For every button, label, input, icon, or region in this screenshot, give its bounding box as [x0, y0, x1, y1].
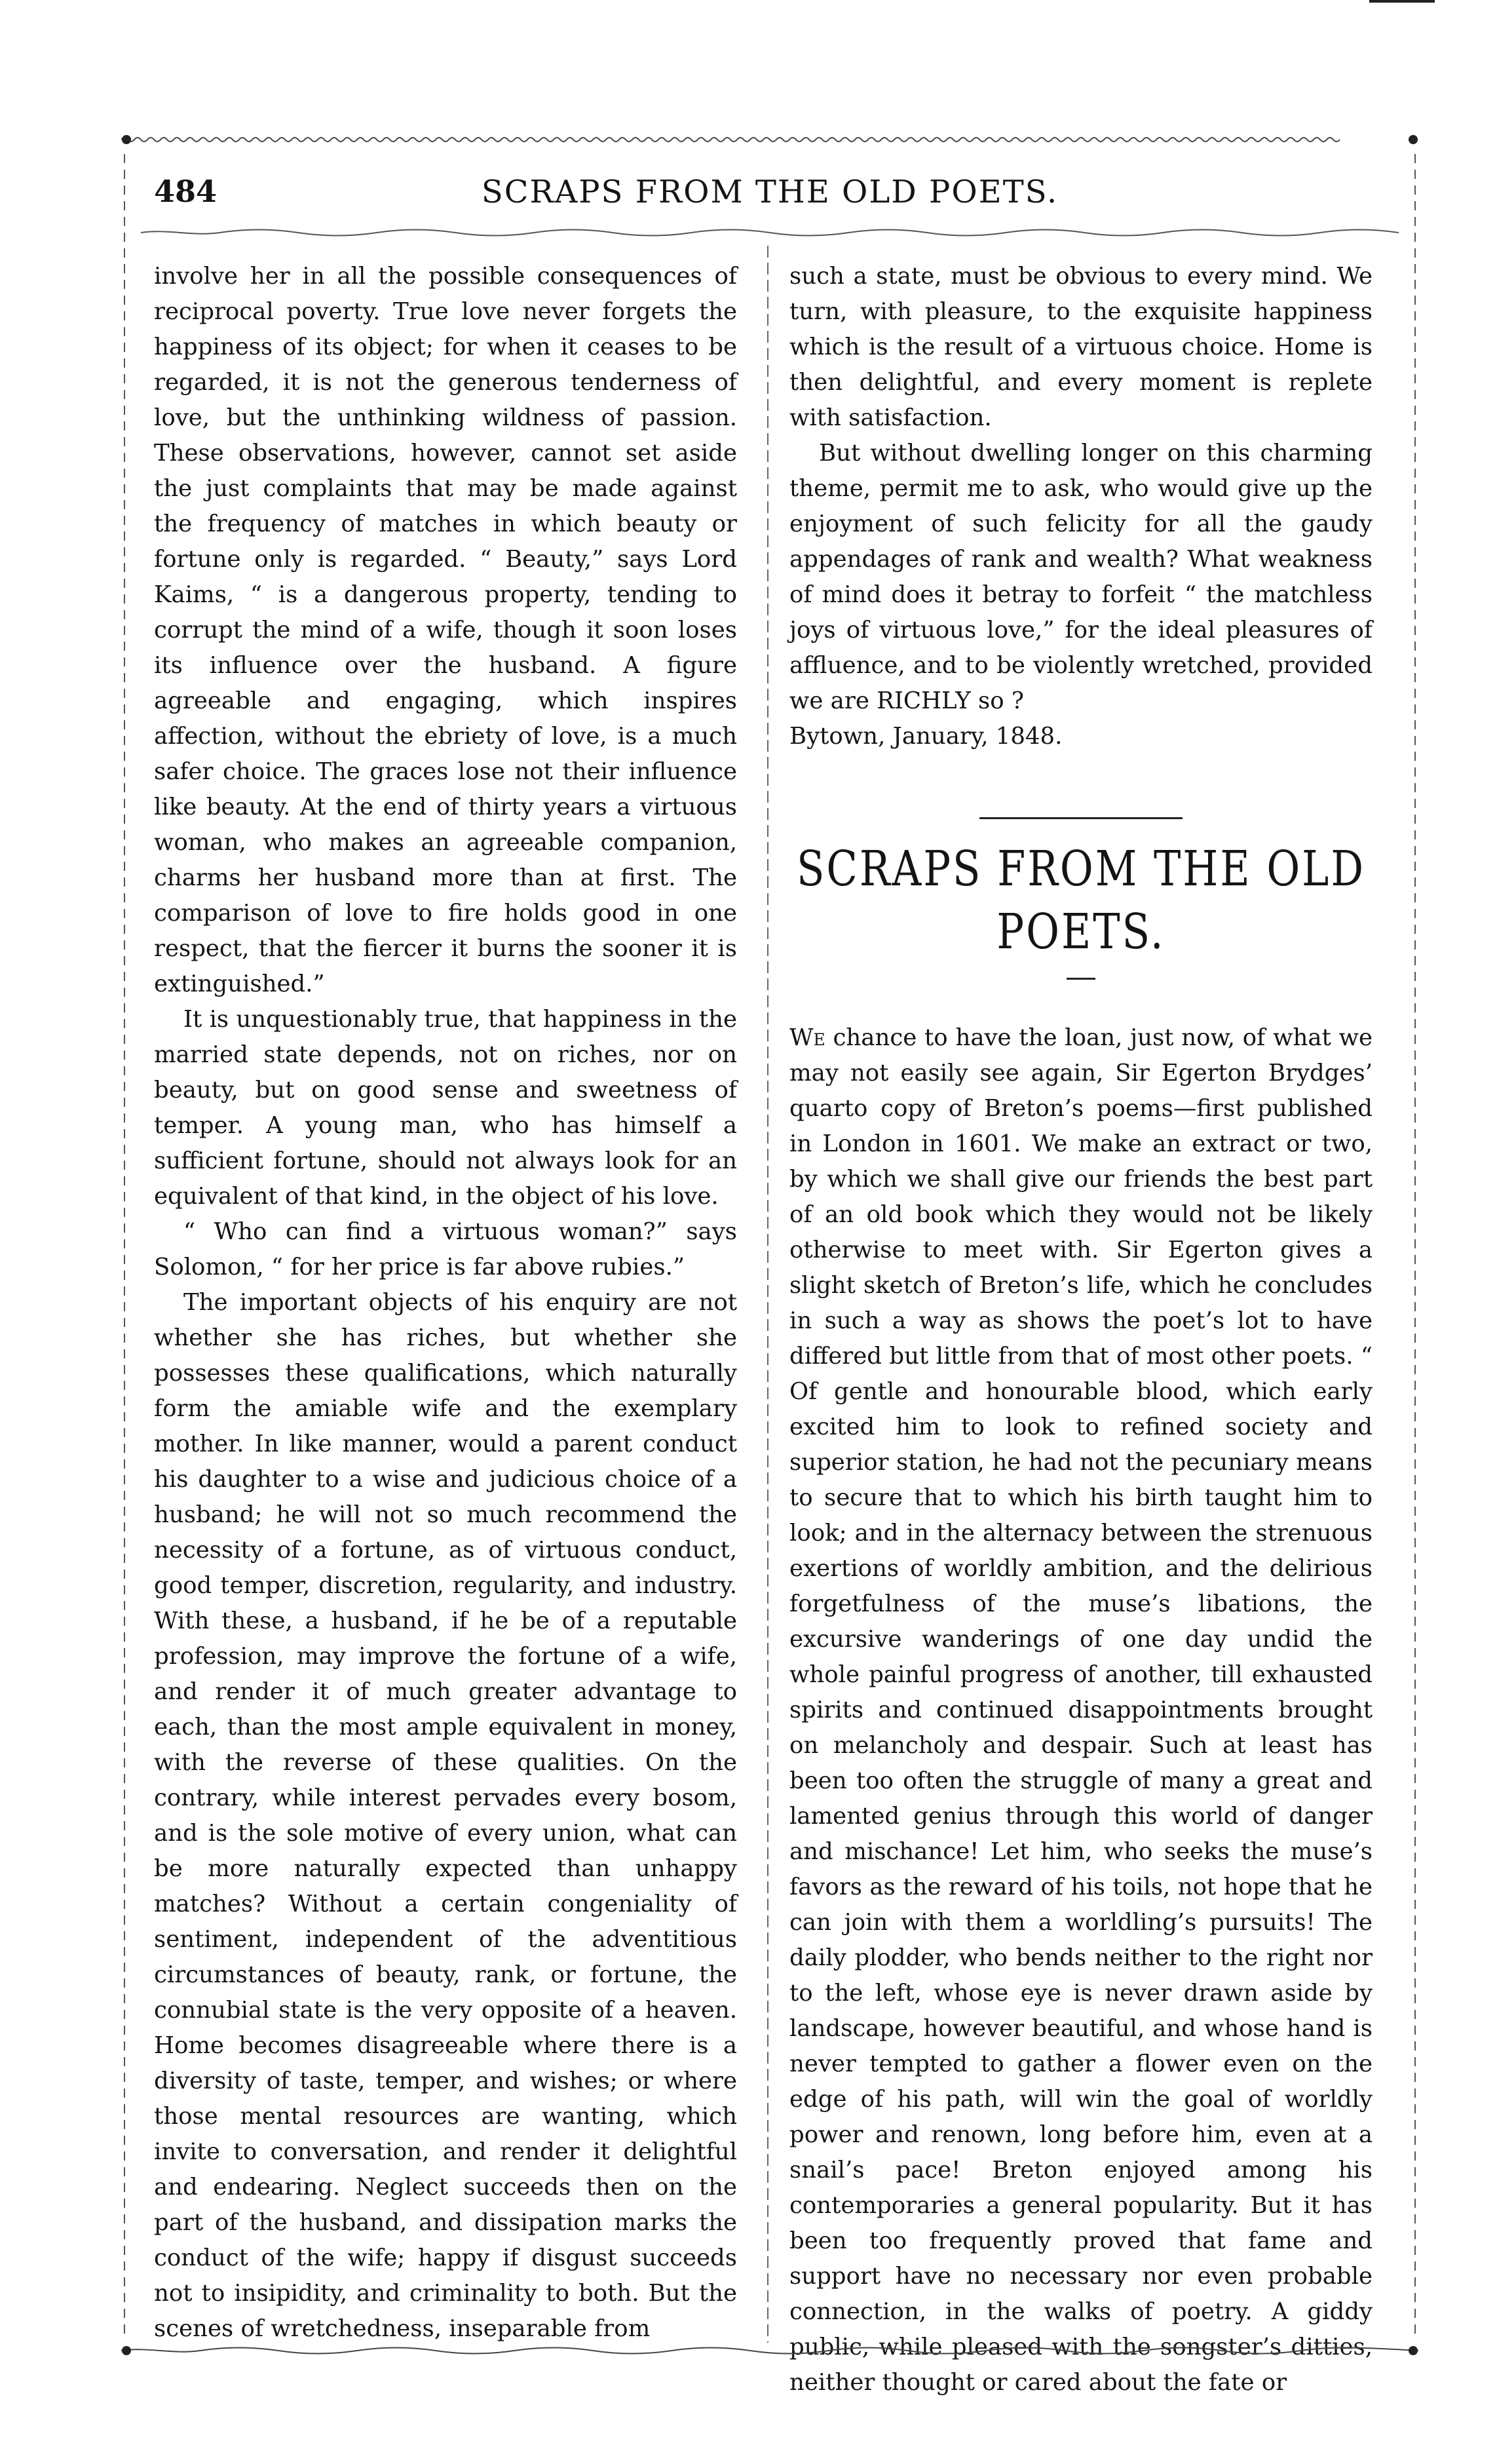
article-title: SCRAPS FROM THE OLD POETS. — [796, 839, 1366, 961]
running-head — [154, 174, 1386, 226]
section-separator — [979, 817, 1183, 819]
dateline: Bytown, January, 1848. — [789, 723, 1063, 750]
closing-punctuation: so ? — [970, 687, 1024, 714]
top-ornamental-border — [121, 128, 1418, 151]
bottom-ornamental-border — [121, 2339, 1418, 2362]
header-wavy-rule — [141, 226, 1399, 239]
left-column — [154, 259, 737, 2347]
paragraph: It is unquestionably true, that happiness in the married state depends, not on riches, nor on beauty, but on good sense and sweetness of temper. A young man, who has himself a sufficient fortune, should not always look for an equivalent of that kind, in the object of his love. — [154, 1006, 737, 1210]
richly-word: RICHLY — [877, 687, 971, 714]
page-frame — [121, 128, 1418, 2396]
right-ornamental-border — [1412, 154, 1418, 2336]
opening-word: We — [789, 1024, 825, 1051]
top-edge-rule — [1369, 0, 1435, 3]
right-column — [789, 259, 1373, 2400]
left-ornamental-border — [121, 154, 128, 2336]
paragraph: The important objects of his enquiry are not whether she has riches, but whether she possesses these qualifications, which naturally form the amiable wife and the exemplary mother. In like manner, would a parent conduct his daughter to a wise and judicious choice of a husband; he will not so much recommend the necessity of a fortune, as of virtuous conduct, good temper, discretion, regularity, and industry. With these, a husband, if he be of a reputable profession, may improve the fortune of a wife, and render it of much greater advantage to each, than the most ample equivalent in money, with the reverse of these qualities. On the contrary, while interest pervades every bosom, and is the sole motive of every union, what can be more naturally expected than unhappy matches? Without a certain congeniality of sentiment, independent of the adventitious circumstances of beauty, rank, or fortune, the connubial state is the very opposite of a heaven. Home becomes disagreeable where there is a diversity of taste, temper, and wishes; or where those mental resources are wanting, which invite to conversation, and render it delightful and endearing. Neglect succeeds then on the part of the husband, and dissipation marks the conduct of the wife; happy if disgust succeeds not to insipidity, and criminality to both. But the scenes of wretchedness, inseparable from — [154, 1289, 737, 2342]
column-divider — [763, 246, 772, 2343]
running-title: SCRAPS FROM THE OLD POETS. — [481, 174, 1059, 210]
paragraph: involve her in all the possible consequences of reciprocal poverty. True love never forgets the happiness of its object; for when it ceases to be regarded, it is not the generous tenderness of love, but the unthinking wildness of passion. These observations, however, cannot set aside the just complaints that may be made against the frequency of matches in which beauty or fortune only is regarded. “ Beauty,” says Lord Kaims, “ is a dangerous property, tending to corrupt the mind of a wife, though it soon loses its influence over the husband. A figure agreeable and engaging, which inspires affection, without the ebriety of love, is a much safer choice. The graces lose not their influence like beauty. At the end of thirty years a virtuous woman, who makes an agreeable companion, charms her husband more than at first. The comparison of love to fire holds good in one respect, that the fiercer it burns the sooner it is extinguished.” — [154, 263, 737, 997]
article-paragraph — [789, 1020, 1373, 2400]
paragraph: “ Who can find a virtuous woman?” says Solomon, “ for her price is far above rubies.” — [154, 1218, 737, 1280]
paragraph-text: But without dwelling longer on this charming theme, permit me to ask, who would give up the enjoyment of such felicity for all the gaudy appendages of rank and wealth? What weakness of mind does it betray to forfeit “ the matchless joys of virtuous love,” for the ideal pleasures of affluence, and to be violently wretched, provided we are — [789, 440, 1373, 714]
page-number: 484 — [154, 174, 218, 209]
article-text: chance to have the loan, just now, of what we may not easily see again, Sir Egerton Brydges’ quarto copy of Breton’s poems—first published in London in 1601. We make an extract or two, by which we shall give our friends the best part of an old book which they would not be likely otherwise to meet with. Sir Egerton gives a slight sketch of Breton’s life, which he concludes in such a way as shows the poet’s lot to have differed but little from that of most other poets. “ Of gentle and honourable blood, which early excited him to look to refined society and superior station, he had not the pecuniary means to secure that to which his birth taught him to look; and in the alternacy between the strenuous exertions of worldly ambition, and the delirious forgetfulness of the muse’s libations, the excursive wanderings of one day undid the whole painful progress of another, till exhausted spirits and continued disappointments brought on melancholy and despair. Such at least has been too often the struggle of many a great and lamented genius through this world of danger and mischance! Let him, who seeks the muse’s favors as the reward of his toils, not hope that he can join with them a worldling’s pursuits! The daily plodder, who bends neither to the right nor to the left, whose eye is never drawn aside by landscape, however beautiful, and whose hand is never tempted to gather a flower even on the edge of his path, will win the goal of worldly power and renown, long before him, even at a snail’s pace! Breton enjoyed among his contemporaries a general popularity. But it has been too frequently proved that fame and support have no necessary nor even probable connection, in the walks of poetry. A giddy public, while pleased with the songster’s ditties, neither thought or cared about the fate or — [789, 1024, 1373, 2396]
paragraph: such a state, must be obvious to every mind. We turn, with pleasure, to the exquisite happiness which is the result of a virtuous choice. Home is then delightful, and every moment is replete with satisfaction. — [789, 263, 1373, 431]
title-underline — [1067, 978, 1095, 980]
paragraph-closing — [789, 436, 1373, 719]
